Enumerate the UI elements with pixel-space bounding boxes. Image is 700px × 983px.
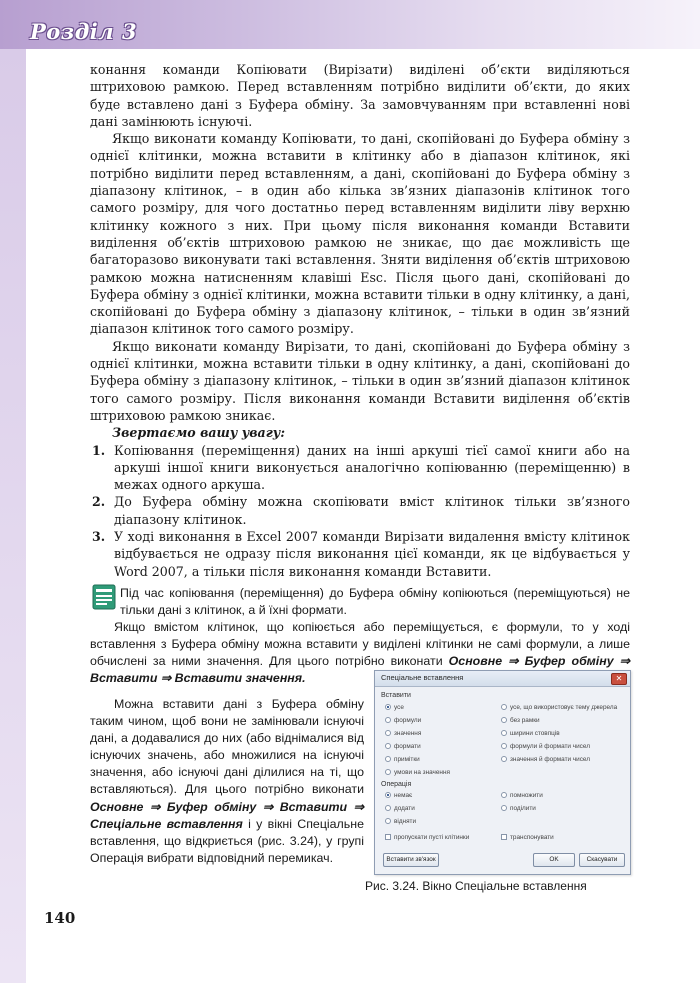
radio-op-add[interactable]: додати [385,805,415,812]
radio-values[interactable]: значення [385,730,421,737]
radio-validation[interactable]: умови на значення [385,769,450,776]
paste-special-dialog [374,670,631,875]
radio-no-borders[interactable]: без рамки [501,717,540,724]
checkbox-transpose[interactable]: транспонувати [501,834,554,841]
notes-list [90,442,630,580]
radio-icon [385,730,391,736]
dialog-title: Спеціальне вставлення [381,673,464,682]
operation-group-label: Операція [381,781,412,788]
menu-path-paste-special: Основне ⇒ Буфер обміну ⇒ Вставити ⇒ Спеціальне вставлення [90,799,364,831]
radio-icon [501,704,507,710]
radio-icon [501,717,507,723]
radio-icon [501,756,507,762]
radio-icon [385,717,391,723]
formula-paragraph: Якщо вмістом клітинок, що копіюється або переміщується, є формули, то у ході вставлення з Буфера обміну можна вставити у виділені клітинки не самі формули, а лише обчислені за ними значення. Для цього потрібно виконати Основне ⇒ Буфер обміну ⇒ Вставити ⇒ Вставити значення. [90,620,630,686]
radio-icon [501,730,507,736]
list-item: 3. У ході виконання в Excel 2007 команди Вирізати видалення вмісту клітинок відбувається не одразу після виконання цієї команди, як це відбувається у Word 2007, а тільки після виконання команди Вставити. [92,529,630,579]
paste-special-text [90,696,364,867]
paste-special-paragraph: Можна вставити дані з Буфера обміну таким чином, щоб вони не замінювали існуючі дані, а додавалися до них (або віднімалися від існуючих значень, або множилися на існуючі значення, або існуючі дані ділилися на ті, що вставляються). Для цього потрібно виконати Основне ⇒ Буфер обміну ⇒ Вставити ⇒ Спеціальне вставлення і у вікні Спеціальне вставлення, що відкриється (рис. 3.24), у групі Операція вибрати відповідний перемикач. [90,697,364,865]
paragraph-2: Якщо виконати команду Копіювати, то дані, скопійовані до Буфера обміну з однієї клітинки, можна вставити в клітинку або в діапазон клітинок, які потрібно виділити перед вставленням, а дані, скопійовані до Буфера обміну з діапазону клітинок, – в один або кілька зв’язних діапазонів клітинок того самого розміру, для чого достатньо перед вставленням виділити ліву верхню клітинку кожного з них. При цьому після виконання команди Вставити виділення об’єктів штриховою рамкою не зникає, що дає можливість ще багаторазово виконувати такі вставлення. Зняти виділення об’єктів штриховою рамкою можна натисненням клавіші Esc. Після цього дані, скопійовані до Буфера обміну з однієї клітинки, можна вставити тільки в одну клітинку, а дані, скопійовані до Буфера обміну з діапазону клітинок, – тільки в один зв’язний діапазон клітинок того самого розміру. [90,131,630,337]
radio-paste-all[interactable]: усе [385,704,404,711]
page-sidebar-strip [0,49,26,983]
radio-op-multiply[interactable]: помножити [501,792,543,799]
radio-icon [501,792,507,798]
radio-icon [385,818,391,824]
paragraph-1: конання команди Копіювати (Вирізати) виділені об’єкти виділяються штриховою рамкою. Перед вставленням потрібно виділити об’єкти, до яких буде вставлено дані з Буфера обміну. За замовчуванням при вставленні нові дані замінюють існуючі. [90,62,630,129]
main-text [90,61,630,580]
dialog-titlebar [375,671,630,687]
menu-path-paste-values: Основне ⇒ Буфер обміну ⇒ Вставити ⇒ Вставити значення. [90,654,630,686]
radio-icon [385,805,391,811]
section-title: Розділ 3 [30,19,138,44]
radio-column-widths[interactable]: ширини стовпців [501,730,560,737]
cancel-button[interactable]: Скасувати [579,853,625,867]
radio-values-number-formats[interactable]: значення й формати чисел [501,756,590,763]
checkbox-icon [385,834,391,840]
list-item: 1. Копіювання (переміщення) даних на інші аркуші тієї самої книги або на аркуші іншої книги виконується аналогічно копіюванню (переміщенню) в межах одного аркуша. [92,442,630,493]
close-icon[interactable]: ✕ [611,673,627,685]
paste-link-button[interactable]: Вставити зв'язок [383,853,439,867]
page-number: 140 [44,909,76,927]
radio-op-divide[interactable]: поділити [501,805,536,812]
radio-icon [385,704,391,710]
figure-caption: Рис. 3.24. Вікно Спеціальне вставлення [365,879,587,893]
checkbox-skip-blanks[interactable]: пропускати пусті клітинки [385,834,469,841]
note-text [120,585,630,619]
paste-group-label: Вставити [381,692,411,699]
radio-formulas-number-formats[interactable]: формули й формати чисел [501,743,590,750]
radio-icon [385,756,391,762]
attention-heading: Звертаємо вашу увагу: [112,425,285,441]
radio-op-subtract[interactable]: відняти [385,818,416,825]
radio-icon [385,769,391,775]
paragraph-3: Якщо виконати команду Вирізати, то дані, скопійовані до Буфера обміну з однієї клітинки, можна вставити тільки в одну клітинку, а дані, скопійовані до Буфера обміну з діапазону клітинок, – тільки в один зв’язний діапазон клітинок того самого розміру. Після виконання команди Вставити виділення об’єктів штриховою рамкою зникає. [90,338,630,423]
radio-op-none[interactable]: немає [385,792,412,799]
ok-button[interactable]: OK [533,853,575,867]
radio-icon [385,792,391,798]
radio-comments[interactable]: примітки [385,756,420,763]
note-paragraph: Під час копіювання (переміщення) до Буфера обміну копіюються (переміщуються) не тільки дані з клітинок, а й їхні формати. [120,586,630,618]
note-icon [92,584,116,610]
radio-icon [501,805,507,811]
radio-icon [501,743,507,749]
list-item: 2. До Буфера обміну можна скопіювати вміст клітинок тільки зв’язного діапазону клітинок. [92,494,630,527]
radio-all-source-theme[interactable]: усе, що використовує тему джерела [501,704,617,711]
radio-icon [385,743,391,749]
checkbox-icon [501,834,507,840]
radio-formats[interactable]: формати [385,743,421,750]
radio-formulas[interactable]: формули [385,717,421,724]
